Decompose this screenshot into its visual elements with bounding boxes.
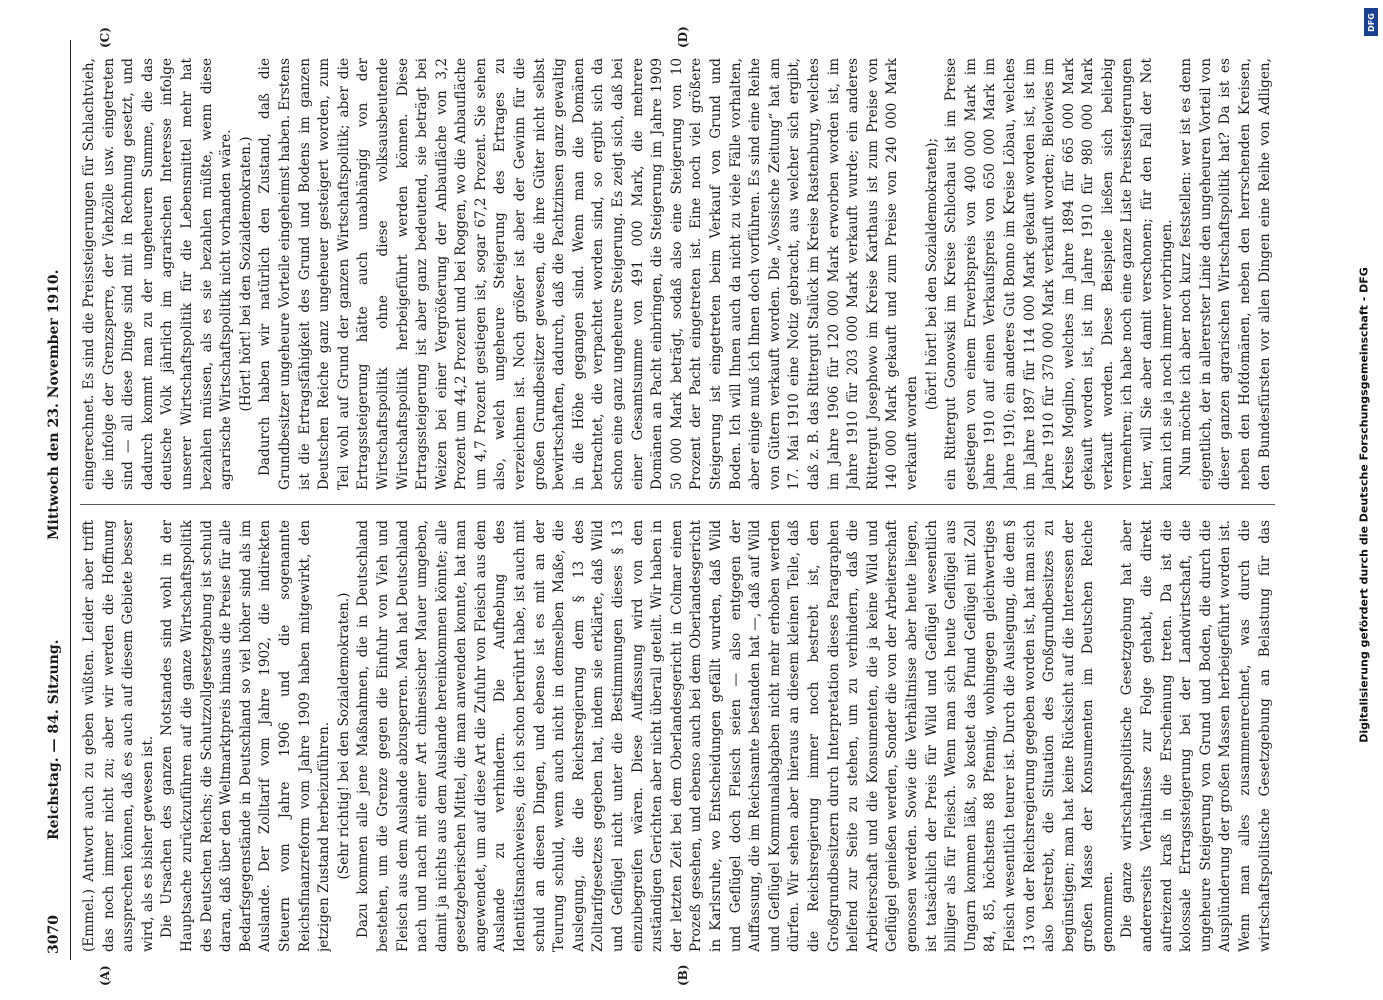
digitization-note [1352, 40, 1376, 970]
margin-mark-d: (D) [676, 26, 690, 48]
text-column-right [80, 58, 1275, 490]
interjection: (hört! hört! bei den Sozialdemokraten); [923, 137, 940, 411]
paragraph: eingerechnet. Es sind die Preissteigerungen für Schlachtvieh, die infolge der Grenzsperre, der Viehzölle usw. eingetreten sind — all diese Dinge sind mit in Rechnung gesetzt, und dadurch kommt man zu der ungeheuren Summe, die das deutsche Volk jährlich im agrarischen Interesse infolge unserer Wirtschaftspolitik für die Lebensmittel mehr hat bezahlen müssen, als es sie bezahlen müßte, wenn diese agrarische Wirtschaftspolitik nicht vorhanden wäre. [81, 58, 235, 490]
page-header [36, 40, 71, 960]
dfg-logo: DFG [1364, 8, 1378, 36]
paragraph: (Emmel.) Antwort auch zu geben wüßten. Leider aber trifft das noch immer nicht zu; aber wir werden die Hoffnung aussprechen können, daß es auch auf diesem Gebiete besser wird, als es bisher gewesen ist. [81, 520, 156, 952]
margin-mark-c: (C) [98, 27, 112, 48]
margin-mark-a: (A) [98, 965, 112, 986]
text-column-left [80, 520, 1275, 952]
interjection: (Sehr richtig! bei den Sozialdemokraten.) [335, 592, 352, 880]
header-title: Reichstag. — 84. Sitzung. [46, 639, 62, 840]
paragraph: ein Rittergut Gonowski im Kreise Schlochau ist im Preise gestiegen von einem Erwerbspreis von 400 000 Mark im Jahre 1910 auf einen Verkaufspreis von 650 000 Mark im Jahre 1910; ein anderes Gut Bonno im Kreise Löbau, welches im Jahre 1897 für 114 000 Mark gekauft worden ist, ist im Jahre 1910 für 370 000 Mark verkauft worden; Bielowies im Kreise Mogilno, welches im Jahre 1894 für 665 000 Mark gekauft worden ist, ist im Jahre 1910 für 980 000 Mark verkauft worden. Diese Beispiele ließen sich beliebig vermehren; ich habe noch eine ganze Liste Preissteigerungen hier, will Sie aber damit verschonen; für den Fall der Not kann ich sie ja noch immer vorbringen. [943, 58, 1175, 490]
paragraph: Dadurch haben wir natürlich den Zustand, daß die Grundbesitzer ungeheure Vorteile eingeheimst haben. Erstens ist die Ertragsfähigkeit des Grund und Bodens im ganzen Deutschen Reiche ganz ungeheuer gesteigert worden, zum Teil wohl auf Grund der ganzen Wirtschaftspolitik; aber die Ertragssteigerung hätte auch unabhängig von der Wirtschaftspolitik ohne diese volksausbeutende Wirtschaftspolitik herbeigeführt werden können. Diese Ertragssteigerung ist aber ganz bedeutend, sie beträgt bei Weizen bei einer Vergrößerung der Anbaufläche von 3,2 Prozent um 44,2 Prozent und bei Roggen, wo die Anbaufläche um 4,7 Prozent gestiegen ist, sogar 67,2 Prozent. Sie sehen also, welch ungeheure Steigerung des Ertrages zu verzeichnen ist. Noch größer ist aber der Gewinn für die großen Grundbesitzer gewesen, die ihre Güter nicht selbst bewirtschaften, dadurch, daß die Pachtzinsen ganz gewaltig in die Höhe gegangen sind. Wenn man die Domänen betrachtet, die verpachtet worden sind, so ergibt sich da schon eine ganz ungeheure Steigerung. Es zeigt sich, daß bei einer Gesamtsumme von 491 000 Mark, die mehrere Domänen an Pacht einbringen, die Steigerung im Jahre 1909 50 000 Mark beträgt, sodaß also eine Steigerung von 10 Prozent der Pacht eingetreten ist. Eine noch viel größere Steigerung ist eingetreten beim Verkauf von Grund und Boden. Ich will Ihnen auch da nicht zu viele Fälle vorhalten, aber einige muß ich Ihnen doch vorführen. Es sind eine Reihe von Gütern verkauft worden. Die „Vossische Zeitung“ hat am 17. Mai 1910 eine Notiz gebracht, aus welcher sich ergibt, daß z. B. das Rittergut Stalück im Kreise Rastenburg, welches im Jahre 1906 für 120 000 Mark erworben worden ist, im Jahre 1910 für 203 000 Mark verkauft wurde; ein anderes Rittergut Josephowo im Kreise Karthaus ist zum Preise von 140 000 Mark gekauft und zum Preise von 240 000 Mark verkauft worden [257, 58, 920, 490]
page-number: 3070 [46, 915, 62, 954]
paragraph: Nun möchte ich aber noch kurz feststellen: wer ist es denn eigentlich, der in allererster Linie den ungeheuren Vorteil von dieser ganzen agrarischen Wirtschaftspolitik hat? Da ist es neben den Hofdomänen, neben den herrschenden Kreisen, den Bundesfürsten vor allen Dingen eine Reihe von Adligen, [1178, 58, 1273, 490]
paragraph: Dazu kommen alle jene Maßnahmen, die in Deutschland bestehen, um die Grenze gegen die Einfuhr von Vieh und Fleisch aus dem Auslande abzusperren. Man hat Deutschland nach und nach mit einer Art chinesischer Mauer umgeben, damit ja nichts aus dem Auslande hereinkommen könnte; alle gesetzgeberischen Mittel, die man anwenden konnte, hat man angewendet, um auf diese Art die Zufuhr von Fleisch aus dem Auslande zu verhindern. Die Aufhebung des Identitätsnachweises, die ich schon berührt habe, ist auch mit schuld an diesen Dingen, und ebenso ist es mit an der Teurung schuld, wenn auch nicht in demselben Maße, die Auslegung, die die Reichsregierung dem § 13 des Zolltarifgesetzes gegeben hat, indem sie erklärte, daß Wild und Geflügel nicht unter die Bestimmungen dieses § 13 einzubegreifen wären. Diese Auffassung wird von den zuständigen Gerichten aber nicht überall geteilt. Wir haben in der letzten Zeit bei dem Oberlandesgericht in Colmar einen Prozeß gesehen, und ebenso auch bei dem Oberlandesgericht in Karlsruhe, wo Entscheidungen gefällt wurden, daß Wild und Geflügel doch Fleisch seien — also entgegen der Auffassung, die im Reichsamte bestanden hat —, daß auf Wild und Geflügel Kommunalabgaben nicht mehr erhoben werden dürfen. Wir sehen aber hieraus an diesem kleinen Teile, daß die Reichsregierung immer noch bestrebt ist, den Großgrundbesitzern durch Interpretation dieses Paragraphen helfend zur Seite zu stehen, um zu verhindern, daß die Arbeiterschaft und die Konsumenten, die ja keine Wild und Geflügel genießen werden, Sonder die von der Arbeiterschaft genossen werden. Sowie die Verhältnisse aber heute liegen, ist tatsächlich der Preis für Wild und Geflügel wesentlich billiger als für Fleisch. Wenn man sich heute Geflügel aus Ungarn kommen läßt, so kostet das Pfund Geflügel mit Zoll 84, 85, höchstens 88 Pfennig, wohingegen gleichwertiges Fleisch wesentlich teurer ist. Durch die Auslegung, die dem § 13 von der Reichsregierung gegeben worden ist, hat man sich also bestrebt, die Situation des Großgrundbesitzes zu begünstigen; man hat keine Rücksicht auf die Interessen der großen Masse der Konsumenten im Deutschen Reiche genommen. [355, 520, 1116, 952]
paragraph: Die ganze wirtschaftspolitische Gesetzgebung hat aber andererseits Verhältnisse zur Folge gehabt, die direkt aufreizend kraß in die Erscheinung treten. Da ist die kolossale Ertragssteigerung bei der Landwirtschaft, die ungeheure Steigerung von Grund und Boden, die durch die Ausplünderung der großen Massen herbeigeführt worden ist. Wenn man alles zusammenrechnet, was durch die wirtschaftspolitische Gesetzgebung an Belastung für das [1119, 520, 1273, 952]
digitization-note-text: Digitalisierung gefördert durch die Deutsche Forschungsgemeinschaft - DFG [1357, 267, 1371, 743]
paragraph: Die Ursachen des ganzen Notstandes sind wohl in der Hauptsache zurückzuführen auf die ganze Wirtschaftspolitik des Deutschen Reichs; die Schutzzollgesetzgebung ist schuld daran, daß über den Weltmarktpreis hinaus die Preise für alle Bedarfsgegenstände in Deutschland so viel höher sind als im Auslande. Der Zolltarif vom Jahre 1902, die indirekten Steuern vom Jahre 1906 und die sogenannte Reichsfinanzreform vom Jahre 1909 haben mitgewirkt, den jetzigen Zustand herbeizuführen. [159, 520, 333, 952]
header-date: Mittwoch den 23. November 1910. [46, 269, 62, 540]
interjection: (Hört! hört! bei den Sozialdemokraten.) [237, 136, 254, 412]
margin-mark-b: (B) [676, 964, 690, 986]
rotated-page [36, 26, 1346, 986]
column-divider [80, 504, 1275, 505]
